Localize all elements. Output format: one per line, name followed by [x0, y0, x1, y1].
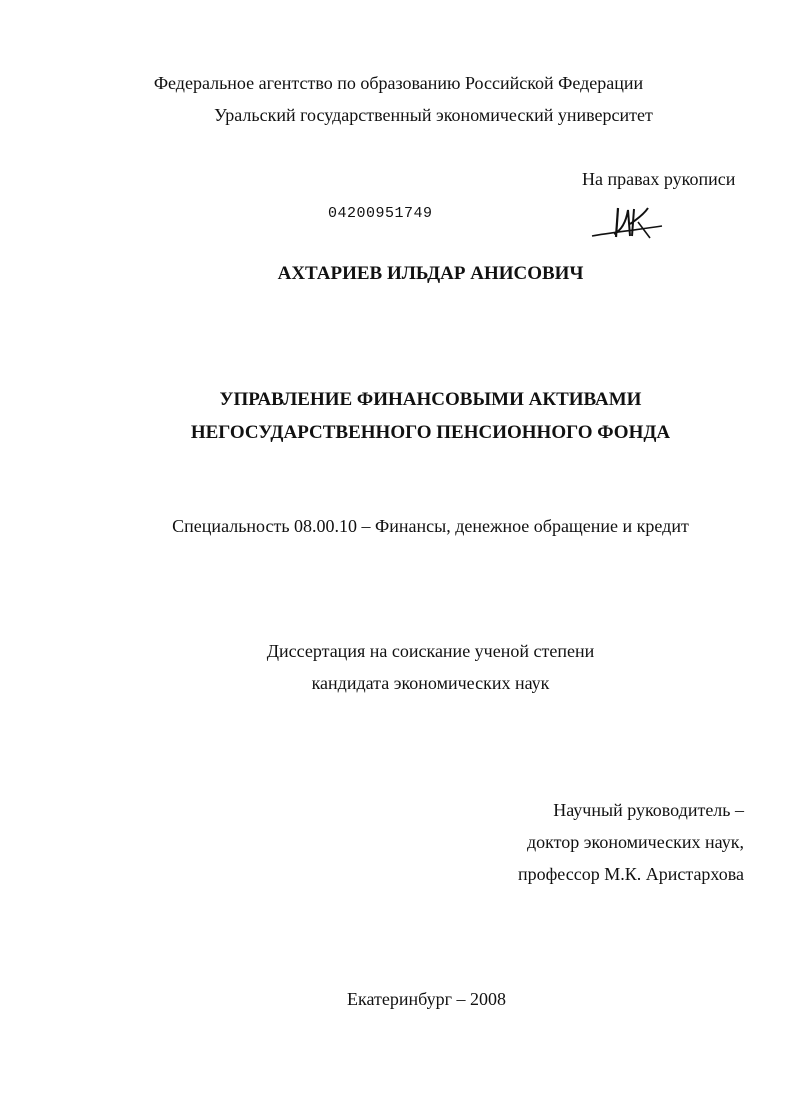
university-name: Уральский государственный экономический университет — [214, 105, 653, 125]
specialty: Специальность 08.00.10 – Финансы, денежное обращение и кредит — [172, 516, 689, 536]
supervisor-degree: доктор экономических наук, — [527, 832, 744, 852]
dissertation-line-2: кандидата экономических наук — [311, 673, 550, 693]
supervisor-label: Научный руководитель – — [553, 800, 744, 820]
supervisor-name: профессор М.К. Аристархова — [518, 864, 744, 884]
handwritten-signature-icon — [588, 200, 666, 244]
title-line-2: НЕГОСУДАРСТВЕННОГО ПЕНСИОННОГО ФОНДА — [190, 422, 671, 443]
city-year: Екатеринбург – 2008 — [347, 989, 506, 1009]
author-name: АХТАРИЕВ ИЛЬДАР АНИСОВИЧ — [277, 263, 584, 284]
agency-name: Федеральное агентство по образованию Российской Федерации — [153, 73, 644, 93]
document-number: 04200951749 — [328, 205, 433, 222]
title-line-1: УПРАВЛЕНИЕ ФИНАНСОВЫМИ АКТИВАМИ — [219, 389, 642, 410]
dissertation-line-1: Диссертация на соискание ученой степени — [266, 641, 595, 661]
manuscript-note: На правах рукописи — [582, 169, 736, 189]
